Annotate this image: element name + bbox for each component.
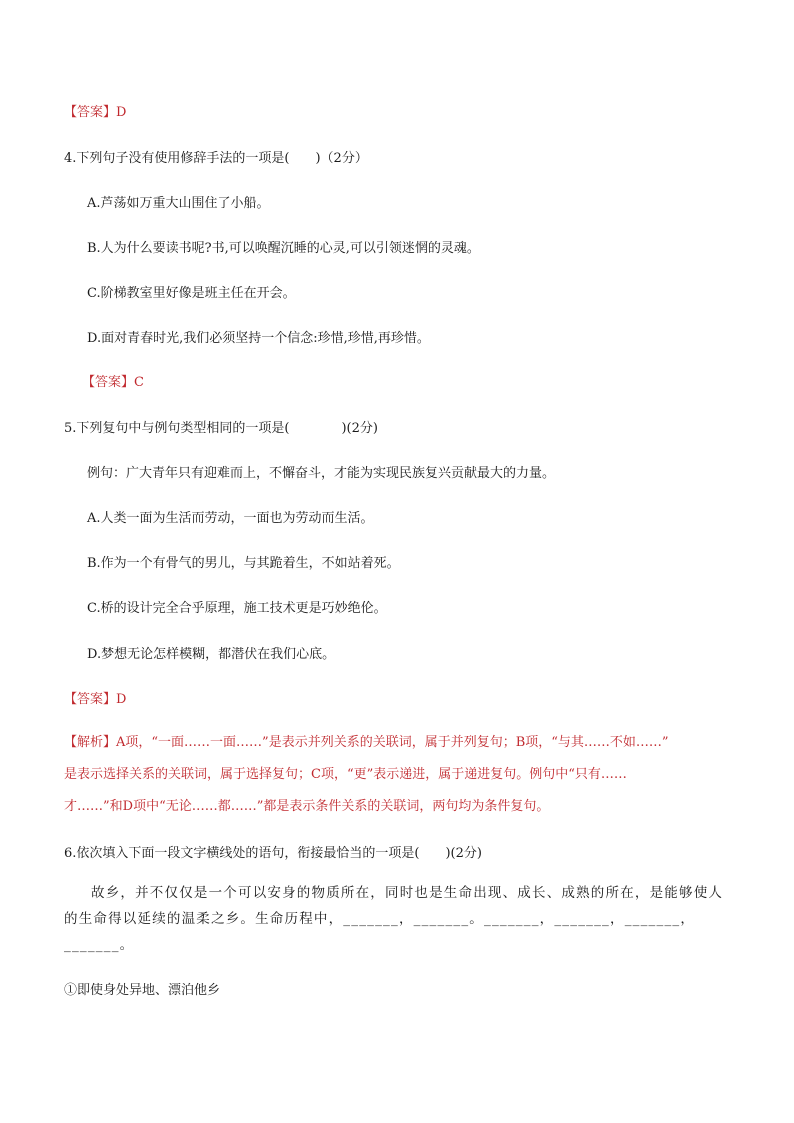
q6-passage: 故乡，并不仅仅是一个可以安身的物质所在，同时也是生命出现、成长、成熟的所在，是能够使人的生命得以延续的温柔之乡。生命历程中，_______，_______。_______，_______，_______，_______。 [64,885,724,953]
analysis-line-3: 才……”和D项中“无论……都……”都是表示条件关系的关联词，两句均为条件复句。 [64,799,550,814]
analysis-line-1 [64,734,669,752]
answer-value: C [134,375,144,390]
analysis-line-2: 是表示选择关系的关联词，属于选择复句；C项，“更”表示递进，属于递进复句。例句中“只有…… [64,767,627,782]
question-5-stem: 5.下列复句中与例句类型相同的一项是( )(2分) [64,421,378,436]
q6-item-1: ①即使身处异地、漂泊他乡 [64,983,221,998]
q5-option-c: C.桥的设计完全合乎原理，施工技术更是巧妙绝伦。 [87,601,387,616]
q5-example: 例句：广大青年只有迎难而上，不懈奋斗，才能为实现民族复兴贡献最大的力量。 [87,466,556,481]
question-6-stem: 6.依次填入下面一段文字横线处的语句，衔接最恰当的一项是( )(2分) [64,846,482,861]
q5-option-d: D.梦想无论怎样模糊，都潜伏在我们心底。 [87,647,336,662]
q4-option-c: C.阶梯教室里好像是班主任在开会。 [87,286,296,301]
answer-line-q5 [64,691,126,709]
answer-line-q4 [82,374,144,392]
question-4-stem: 4.下列句子没有使用修辞手法的一项是( )（2分） [64,151,368,166]
q5-option-b: B.作为一个有骨气的男儿，与其跪着生，不如站着死。 [87,556,400,571]
q4-option-d: D.面对青春时光,我们必须坚持一个信念:珍惜,珍惜,再珍惜。 [87,331,430,346]
answer-label: 【答案】 [64,105,117,120]
q4-option-b: B.人为什么要读书呢?书,可以唤醒沉睡的心灵,可以引领迷惘的灵魂。 [87,241,480,256]
analysis-text-1: A项，“一面……一面……”是表示并列关系的关联词，属于并列复句；B项，“与其……不如……” [116,735,669,750]
answer-line-q3 [64,104,126,122]
analysis-label: 【解析】 [64,735,117,750]
q4-option-a: A.芦荡如万重大山围住了小船。 [87,196,270,211]
q5-option-a: A.人类一面为生活而劳动，一面也为劳动而生活。 [87,511,374,526]
answer-label: 【答案】 [82,375,135,390]
answer-label: 【答案】 [64,692,117,707]
answer-value: D [116,692,127,707]
answer-value: D [116,105,127,120]
